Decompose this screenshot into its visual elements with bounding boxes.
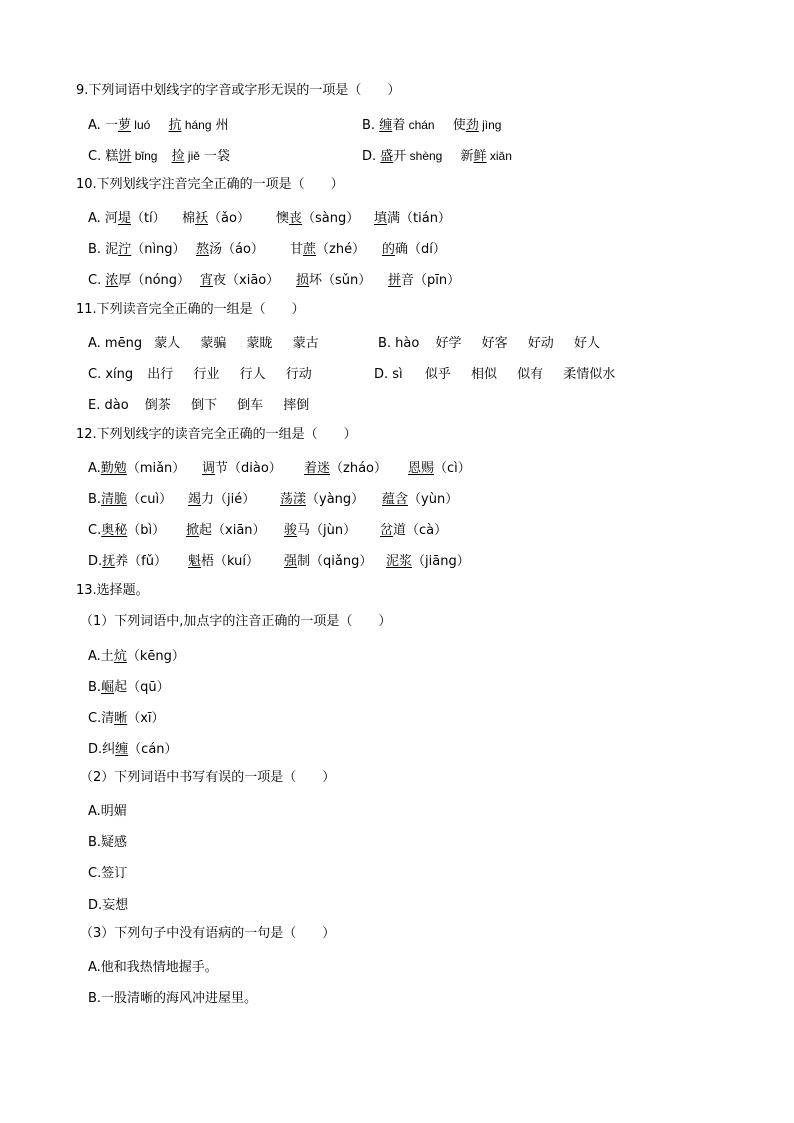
q11-option-a[interactable]: A. mēng 蒙人 蒙骗 蒙眬 蒙古 <box>88 336 319 351</box>
q12-a-word3: 着迷（zháo） <box>304 461 387 476</box>
q13-sub1-option-c[interactable]: C.清晰（xī） <box>88 711 165 726</box>
q10-c-word3: 损坏（sǔn） <box>296 273 372 288</box>
q9-option-b[interactable]: B. 缠着 chán 使劲 jìng <box>362 118 502 133</box>
q12-d-word2: 魁梧（kuí） <box>188 554 259 569</box>
q10-a-word2: 棉袄（ǎo） <box>182 211 250 226</box>
q10-stem: 10.下列划线字注音完全正确的一项是（ ） <box>76 177 344 192</box>
q13-sub2-option-b[interactable]: B.疑感 <box>88 835 128 850</box>
q10-a-word4: 填满（tián） <box>374 211 451 226</box>
q12-b-word2: 竭力（jié） <box>188 492 256 507</box>
q11-option-b[interactable]: B. hào 好学 好客 好动 好人 <box>378 336 600 351</box>
q12-d-word4: 泥浆（jiāng） <box>386 554 470 569</box>
q12-option-d[interactable]: D.抚养（fǔ） <box>88 554 167 569</box>
q10-option-b[interactable]: B. 泥泞（nìng） <box>88 242 186 257</box>
q11-option-d[interactable]: D. sì 似乎 相似 似有 柔情似水 <box>374 367 616 382</box>
q12-c-word4: 岔道（cà） <box>380 523 448 538</box>
q10-a-word3: 懊丧（sàng） <box>276 211 360 226</box>
q10-b-word2: 熬汤（áo） <box>196 242 264 257</box>
q9-option-d[interactable]: D. 盛开 shèng 新鲜 xiān <box>362 149 512 164</box>
q11-stem: 11.下列读音完全正确的一组是（ ） <box>76 302 305 317</box>
q13-sub2-stem: （2）下列词语中书写有误的一项是（ ） <box>80 770 336 785</box>
q12-option-b[interactable]: B.清脆（cuì） <box>88 492 173 507</box>
q11-option-e[interactable]: E. dào 倒茶 倒下 倒车 摔倒 <box>88 398 310 413</box>
q12-stem: 12.下列划线字的读音完全正确的一组是（ ） <box>76 427 357 442</box>
q13-sub3-stem: （3）下列句子中没有语病的一句是（ ） <box>80 926 336 941</box>
q9-stem: 9.下列词语中划线字的字音或字形无误的一项是（ ） <box>76 83 401 98</box>
q10-b-word3: 甘蔗（zhé） <box>290 242 366 257</box>
q13-stem: 13.选择题。 <box>76 583 149 598</box>
q12-c-word3: 骏马（jùn） <box>284 523 357 538</box>
q12-d-word3: 强制（qiǎng） <box>284 554 373 569</box>
q13-sub1-option-a[interactable]: A.土炕（kēng） <box>88 649 185 664</box>
q11-option-c[interactable]: C. xíng 出行 行业 行人 行动 <box>88 367 312 382</box>
q10-option-c[interactable]: C. 浓厚（nóng） <box>88 273 191 288</box>
q12-a-word2: 调节（diào） <box>202 461 282 476</box>
q9-option-c[interactable]: C. 糕饼 bǐng 捡 jiě 一袋 <box>88 149 231 164</box>
q12-option-a[interactable]: A.勤勉（miǎn） <box>88 461 186 476</box>
q9-option-a[interactable]: A. 一萝 luó 抗 háng 州 <box>88 118 229 133</box>
q10-option-a[interactable]: A. 河堤（tí） <box>88 211 166 226</box>
q10-c-word2: 宵夜（xiāo） <box>200 273 280 288</box>
q13-sub2-option-a[interactable]: A.明媚 <box>88 804 127 819</box>
q13-sub2-option-c[interactable]: C.签订 <box>88 866 128 881</box>
q13-sub2-option-d[interactable]: D.妄想 <box>88 898 129 913</box>
q13-sub1-option-b[interactable]: B.崛起（qū） <box>88 680 170 695</box>
q12-option-c[interactable]: C.奥秘（bì） <box>88 523 166 538</box>
q12-b-word3: 荡漾（yàng） <box>280 492 365 507</box>
q13-sub1-option-d[interactable]: D.纠缠（cán） <box>88 742 178 757</box>
q13-sub3-option-b[interactable]: B.一股清晰的海风冲进屋里。 <box>88 991 258 1006</box>
q12-a-word4: 恩赐（cì） <box>408 461 471 476</box>
q12-c-word2: 掀起（xiān） <box>186 523 266 538</box>
q10-c-word4: 拼音（pīn） <box>388 273 461 288</box>
q13-sub3-option-a[interactable]: A.他和我热情地握手。 <box>88 960 218 975</box>
q12-b-word4: 蕴含（yùn） <box>382 492 459 507</box>
q10-b-word4: 的确（dí） <box>382 242 446 257</box>
q13-sub1-stem: （1）下列词语中,加点字的注音正确的一项是（ ） <box>80 614 392 629</box>
